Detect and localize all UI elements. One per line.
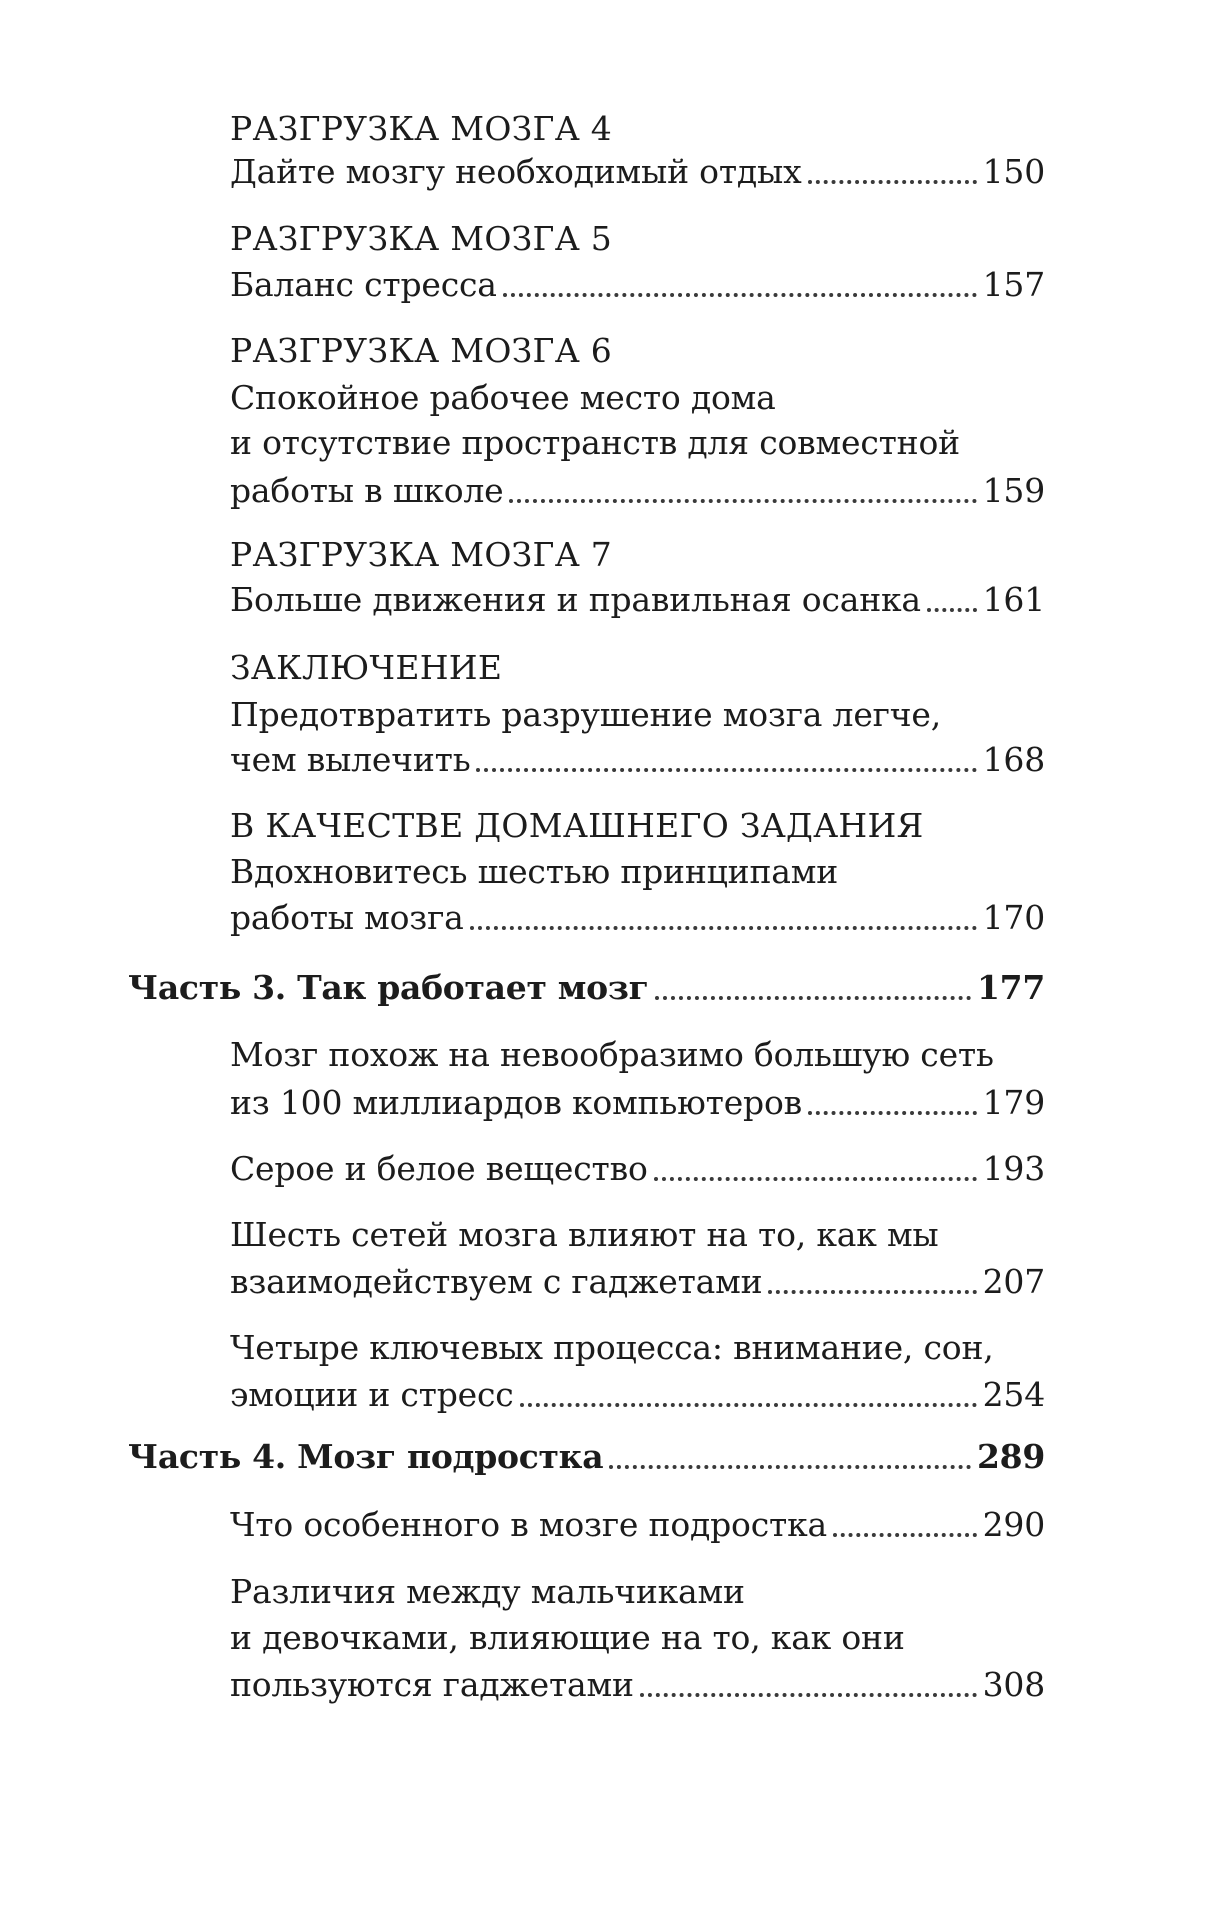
heading-text: РАЗГРУЗКА МОЗГА 6 <box>230 331 613 370</box>
toc-entry <box>230 1144 1045 1194</box>
entry-title-line: Мозг похож на невообразимо большую сеть <box>230 1035 994 1074</box>
dot-leader <box>476 768 976 772</box>
toc-entry-line <box>230 1030 1045 1080</box>
heading-text: В КАЧЕСТВЕ ДОМАШНЕГО ЗАДАНИЯ <box>230 806 924 845</box>
page-number: 179 <box>982 1083 1045 1122</box>
page-number: 150 <box>982 152 1045 191</box>
entry-title-line: Различия между мальчиками <box>230 1572 745 1611</box>
page-number: 193 <box>982 1149 1045 1188</box>
toc-entry <box>230 1660 1045 1710</box>
entry-title: Дайте мозгу необходимый отдых <box>230 152 802 191</box>
entry-title: Больше движения и правильная осанка <box>230 580 921 619</box>
entry-title: работы мозга <box>230 898 464 937</box>
entry-title: пользуются гаджетами <box>230 1665 634 1704</box>
page-number: 290 <box>982 1505 1045 1544</box>
entry-title-line: Спокойное рабочее место дома <box>230 378 776 417</box>
page-number: 157 <box>982 265 1045 304</box>
toc-entry <box>230 735 1045 785</box>
page-number: 254 <box>982 1375 1045 1414</box>
section-heading <box>230 643 1045 693</box>
page-number: 161 <box>982 580 1045 619</box>
toc-entry <box>230 1500 1045 1550</box>
toc-entry <box>230 147 1045 197</box>
heading-text: РАЗГРУЗКА МОЗГА 7 <box>230 535 613 574</box>
page-number: 168 <box>982 740 1045 779</box>
entry-title: Серое и белое вещество <box>230 1149 648 1188</box>
entry-title: Что особенного в мозге подростка <box>230 1505 827 1544</box>
entry-title: работы в школе <box>230 471 504 510</box>
entry-title-line: Шесть сетей мозга влияют на то, как мы <box>230 1215 939 1254</box>
part-entry <box>128 963 1045 1013</box>
page-number: 159 <box>982 471 1045 510</box>
dot-leader <box>470 926 977 930</box>
toc-entry <box>230 466 1045 516</box>
section-heading <box>230 326 1045 376</box>
toc-entry-line <box>230 1613 1045 1663</box>
toc-entry-line <box>230 690 1045 740</box>
page-number: 289 <box>977 1437 1045 1476</box>
part-title: Часть 4. Мозг подростка <box>128 1437 604 1476</box>
entry-title-line: Предотвратить разрушение мозга легче, <box>230 695 941 734</box>
dot-leader <box>768 1290 976 1294</box>
dot-leader <box>509 499 976 503</box>
dot-leader <box>520 1403 977 1407</box>
entry-title-line: Вдохновитесь шестью принципами <box>230 852 838 891</box>
part-entry <box>128 1432 1045 1482</box>
page-number: 207 <box>982 1262 1045 1301</box>
dot-leader <box>609 1465 971 1469</box>
heading-text: РАЗГРУЗКА МОЗГА 5 <box>230 219 613 258</box>
entry-title: Баланс стресса <box>230 265 497 304</box>
toc-entry <box>230 260 1045 310</box>
entry-title: чем вылечить <box>230 740 471 779</box>
toc-entry-line <box>230 1323 1045 1373</box>
entry-title: взаимодействуем с гаджетами <box>230 1262 763 1301</box>
part-title: Часть 3. Так работает мозг <box>128 968 649 1007</box>
dot-leader <box>654 1177 977 1181</box>
dot-leader <box>655 996 971 1000</box>
section-heading <box>230 214 1045 264</box>
toc-entry-line <box>230 373 1045 423</box>
dot-leader <box>640 1693 977 1697</box>
dot-leader <box>927 608 977 612</box>
page-number: 177 <box>977 968 1045 1007</box>
dot-leader <box>503 293 977 297</box>
page-number: 308 <box>982 1665 1045 1704</box>
page-number: 170 <box>982 898 1045 937</box>
entry-title-line: и отсутствие пространств для совместной <box>230 423 960 462</box>
dot-leader <box>833 1533 977 1537</box>
dot-leader <box>808 180 977 184</box>
toc-entry-line <box>230 847 1045 897</box>
toc-entry <box>230 893 1045 943</box>
dot-leader <box>808 1111 977 1115</box>
entry-title-line: и девочками, влияющие на то, как они <box>230 1618 905 1657</box>
entry-title: из 100 миллиардов компьютеров <box>230 1083 803 1122</box>
heading-text: РАЗГРУЗКА МОЗГА 4 <box>230 109 613 148</box>
toc-entry <box>230 1257 1045 1307</box>
entry-title-line: Четыре ключевых процесса: внимание, сон, <box>230 1328 994 1367</box>
toc-entry <box>230 1078 1045 1128</box>
toc-entry-line <box>230 418 1045 468</box>
section-heading <box>230 530 1045 580</box>
toc-entry-line <box>230 1210 1045 1260</box>
toc-entry <box>230 1370 1045 1420</box>
toc-entry <box>230 575 1045 625</box>
toc-entry-line <box>230 1567 1045 1617</box>
section-heading <box>230 801 1045 851</box>
entry-title: эмоции и стресс <box>230 1375 514 1414</box>
heading-text: ЗАКЛЮЧЕНИЕ <box>230 648 503 687</box>
